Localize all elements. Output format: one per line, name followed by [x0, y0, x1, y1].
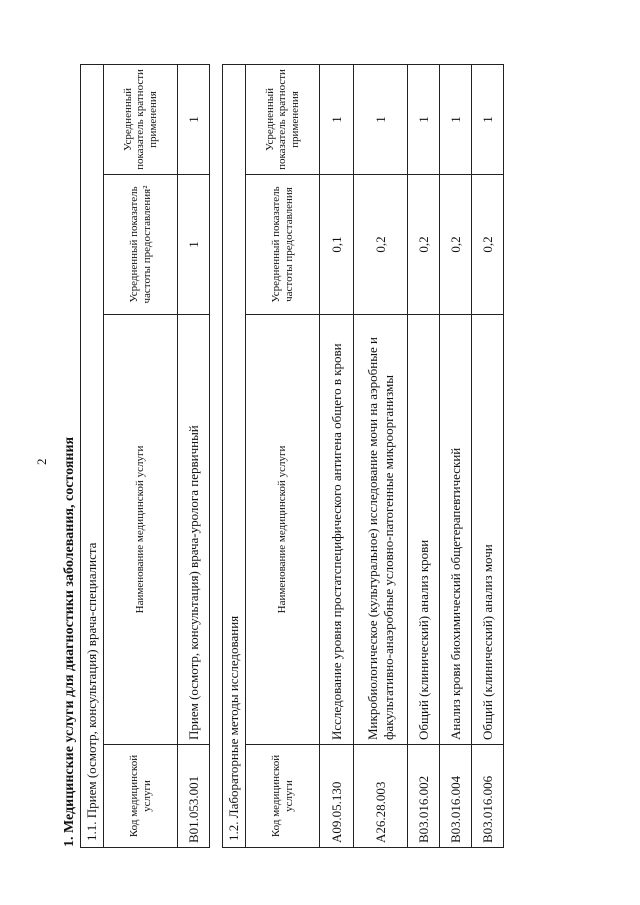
cell-name: Исследование уровня простатспецифического антигена общего в крови [320, 315, 354, 745]
cell-multiplicity: 1 [440, 64, 472, 174]
cell-frequency: 1 [178, 175, 210, 315]
cell-name: Прием (осмотр, консультация) врача-уролога первичный [178, 315, 210, 745]
cell-frequency: 0,2 [440, 175, 472, 315]
cell-name: Анализ крови биохимический общетерапевтический [440, 315, 472, 745]
cell-code: B01.053.001 [178, 745, 210, 848]
table-consultation [80, 64, 210, 848]
table-row [472, 64, 504, 847]
header-frequency: Усредненный показатель частоты предоставления² [104, 175, 178, 315]
header-frequency: Усредненный показатель частоты предоставления [246, 175, 320, 315]
cell-name: Общий (клинический) анализ мочи [472, 315, 504, 745]
cell-code: B03.016.004 [440, 745, 472, 848]
cell-code: B03.016.006 [472, 745, 504, 848]
cell-multiplicity: 1 [178, 64, 210, 174]
header-code: Код медицинской услуги [246, 745, 320, 848]
header-multiplicity: Усредненный показатель кратности применения [246, 64, 320, 174]
table-row [354, 64, 408, 847]
table-title: 1.1. Прием (осмотр, консультация) врача-специалиста [81, 64, 104, 847]
cell-multiplicity: 1 [320, 64, 354, 174]
cell-code: A09.05.130 [320, 745, 354, 848]
header-code: Код медицинской услуги [104, 745, 178, 848]
table-title: 1.2. Лабораторные методы исследования [223, 64, 246, 847]
header-multiplicity: Усредненный показатель кратности применения [104, 64, 178, 174]
page-number: 2 [34, 458, 49, 465]
cell-frequency: 0,2 [354, 175, 408, 315]
section-heading: 1. Медицинские услуги для диагностики заболевания, состояния [62, 436, 77, 847]
cell-frequency: 0,2 [472, 175, 504, 315]
cell-frequency: 0,1 [320, 175, 354, 315]
header-name: Наименование медицинской услуги [246, 315, 320, 745]
header-name: Наименование медицинской услуги [104, 315, 178, 745]
cell-frequency: 0,2 [408, 175, 440, 315]
table-row [320, 64, 354, 847]
table-row [408, 64, 440, 847]
table-lab-methods [222, 64, 504, 848]
table-row [178, 64, 210, 847]
cell-code: A26.28.003 [354, 745, 408, 848]
cell-name: Общий (клинический) анализ крови [408, 315, 440, 745]
cell-name: Микробиологическое (культуральное) исследование мочи на аэробные и факультативно-анаэробные условно-патогенные микроорганизмы [354, 315, 408, 745]
table-row [440, 64, 472, 847]
cell-multiplicity: 1 [354, 64, 408, 174]
cell-multiplicity: 1 [408, 64, 440, 174]
cell-code: B03.016.002 [408, 745, 440, 848]
cell-multiplicity: 1 [472, 64, 504, 174]
